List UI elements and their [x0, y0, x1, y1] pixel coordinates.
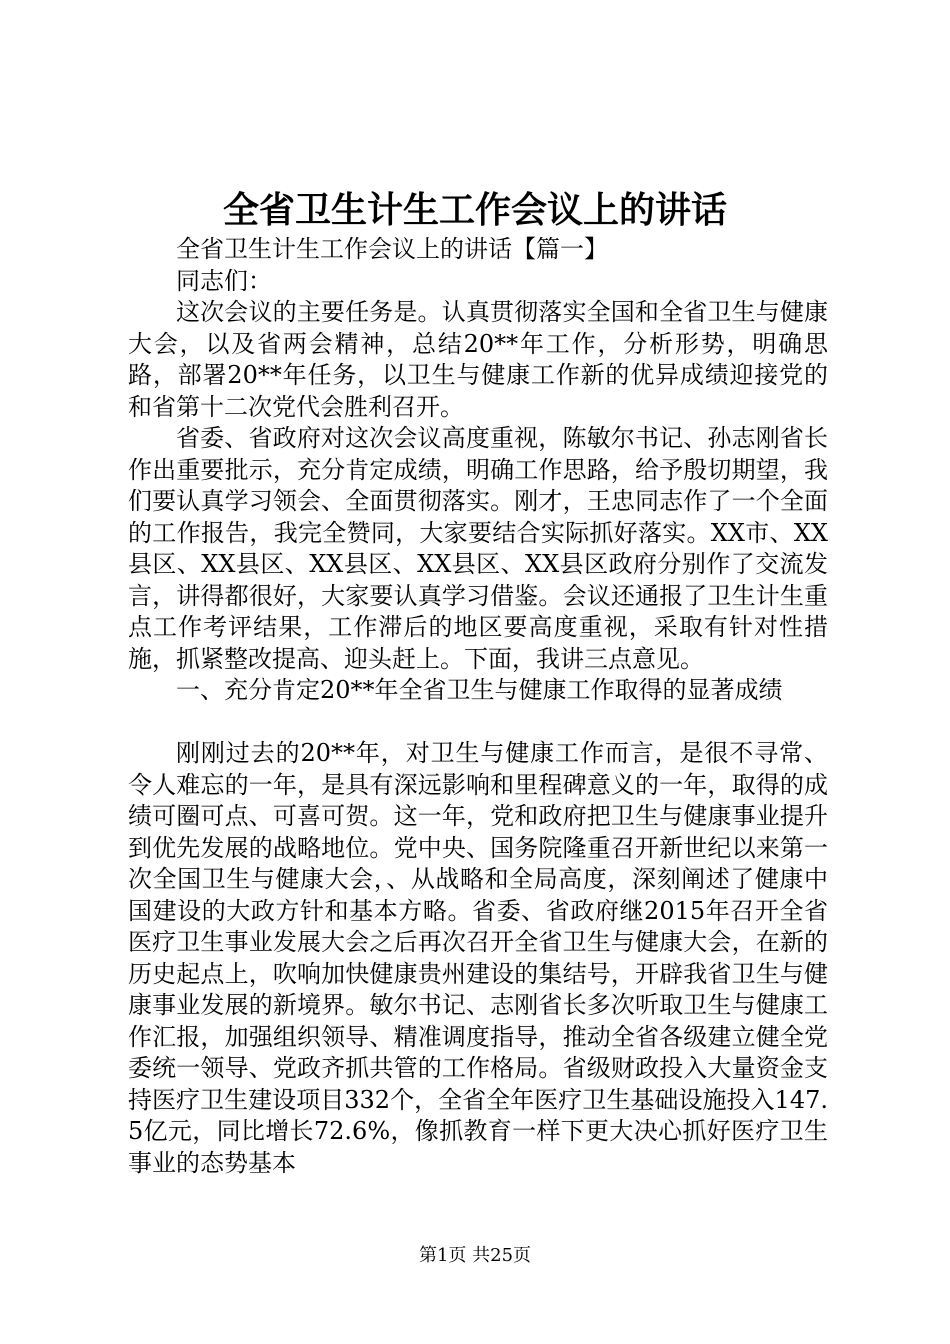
- document-body: [128, 234, 828, 1179]
- salutation: 同志们：: [176, 266, 272, 295]
- document-title: 全省卫生计生工作会议上的讲话: [222, 189, 727, 231]
- paragraph: 刚刚过去的20**年，对卫生与健康工作而言，是很不寻常、令人难忘的一年，是具有深远影响和里程碑意义的一年，取得的成绩可圈可点、可喜可贺。这一年，党和政府把卫生与健康事业提升到优先发展的战略地位。党中央、国务院隆重召开新世纪以来第一次全国卫生与健康大会，、从战略和全局高度，深刻阐述了健康中国建设的大政方针和基本方略。省委、省政府继2015年召开全省医疗卫生事业发展大会之后再次召开全省卫生与健康大会，在新的历史起点上，吹响加快健康贵州建设的集结号，开辟我省卫生与健康事业发展的新境界。敏尔书记、志刚省长多次听取卫生与健康工作汇报，加强组织领导、精准调度指导，推动全省各级建立健全党委统一领导、党政齐抓共管的工作格局。省级财政投入大量资金支持医疗卫生建设项目332个，全省全年医疗卫生基础设施投入147.5亿元，同比增长72.6%，像抓教育一样下更大决心抓好医疗卫生事业的态势基本: [128, 739, 828, 1177]
- page-number: 第1页 共25页: [418, 1245, 532, 1266]
- section-heading: 全省卫生计生工作会议上的讲话【篇一】: [176, 235, 608, 263]
- paragraph: 省委、省政府对这次会议高度重视，陈敏尔书记、孙志刚省长作出重要批示，充分肯定成绩，明确工作思路，给予殷切期望，我们要认真学习领会、全面贯彻落实。刚才，王忠同志作了一个全面的工作报告，我完全赞同，大家要结合实际抓好落实。XX市、XX县区、XX县区、XX县区、XX县区、XX县区政府分别作了交流发言，讲得都很好，大家要认真学习借鉴。会议还通报了卫生计生重点工作考评结果，工作滞后的地区要高度重视，采取有针对性措施，抓紧整改提高、迎头赶上。下面，我讲三点意见。: [128, 424, 828, 673]
- paragraph: 这次会议的主要任务是。认真贯彻落实全国和全省卫生与健康大会，以及省两会精神，总结20**年工作，分析形势，明确思路，部署20**年任务，以卫生与健康工作新的优异成绩迎接党的和省第十二次党代会胜利召开。: [128, 298, 828, 421]
- subheading: 一、充分肯定20**年全省卫生与健康工作取得的显著成绩: [176, 676, 783, 704]
